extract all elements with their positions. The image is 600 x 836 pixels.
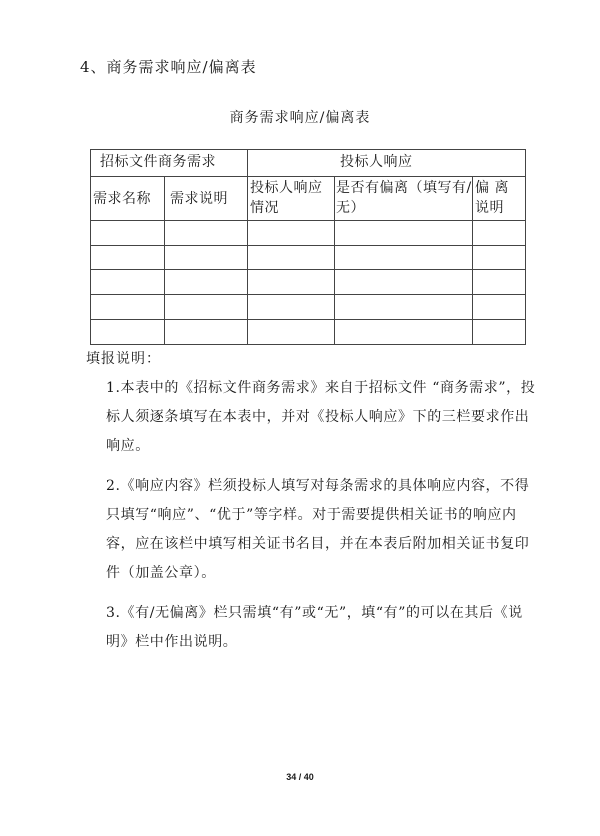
page-number: 34 / 40 xyxy=(286,772,314,782)
table-title: 商务需求响应/偏离表 xyxy=(229,110,371,126)
column-header-name: 需求名称 xyxy=(93,191,151,207)
group-header-bidder-response: 投标人响应 xyxy=(340,154,413,170)
column-header-description: 需求说明 xyxy=(170,191,228,207)
column-header-deviation: 是否有偏离（填写有/无） xyxy=(336,180,472,216)
group-header-tender-requirements: 招标文件商务需求 xyxy=(100,154,216,170)
notes-title: 填报说明： xyxy=(86,351,161,367)
note-item-2: 2.《响应内容》栏须投标人填写对每条需求的具体响应内容，不得只填写“响应”、“优于”等字样。对于需要提供相关证书的响应内容，应在该栏中填写相关证书名目，并在本表后附加相关证书复印件（加盖公章）。 xyxy=(106,478,530,581)
section-heading: 4、商务需求响应/偏离表 xyxy=(80,58,257,76)
note-item-1: 1.本表中的《招标文件商务需求》来自于招标文件 “商务需求”，投标人须逐条填写在本表中，并对《投标人响应》下的三栏要求作出响应。 xyxy=(106,380,536,454)
response-deviation-table xyxy=(90,149,526,345)
note-item-3: 3.《有/无偏离》栏只需填“有”或“无”，填“有”的可以在其后《说明》栏中作出说明。 xyxy=(106,605,523,650)
column-header-response: 投标人响应情况 xyxy=(250,180,323,216)
column-header-deviation-note: 偏 离说明 xyxy=(475,180,509,216)
